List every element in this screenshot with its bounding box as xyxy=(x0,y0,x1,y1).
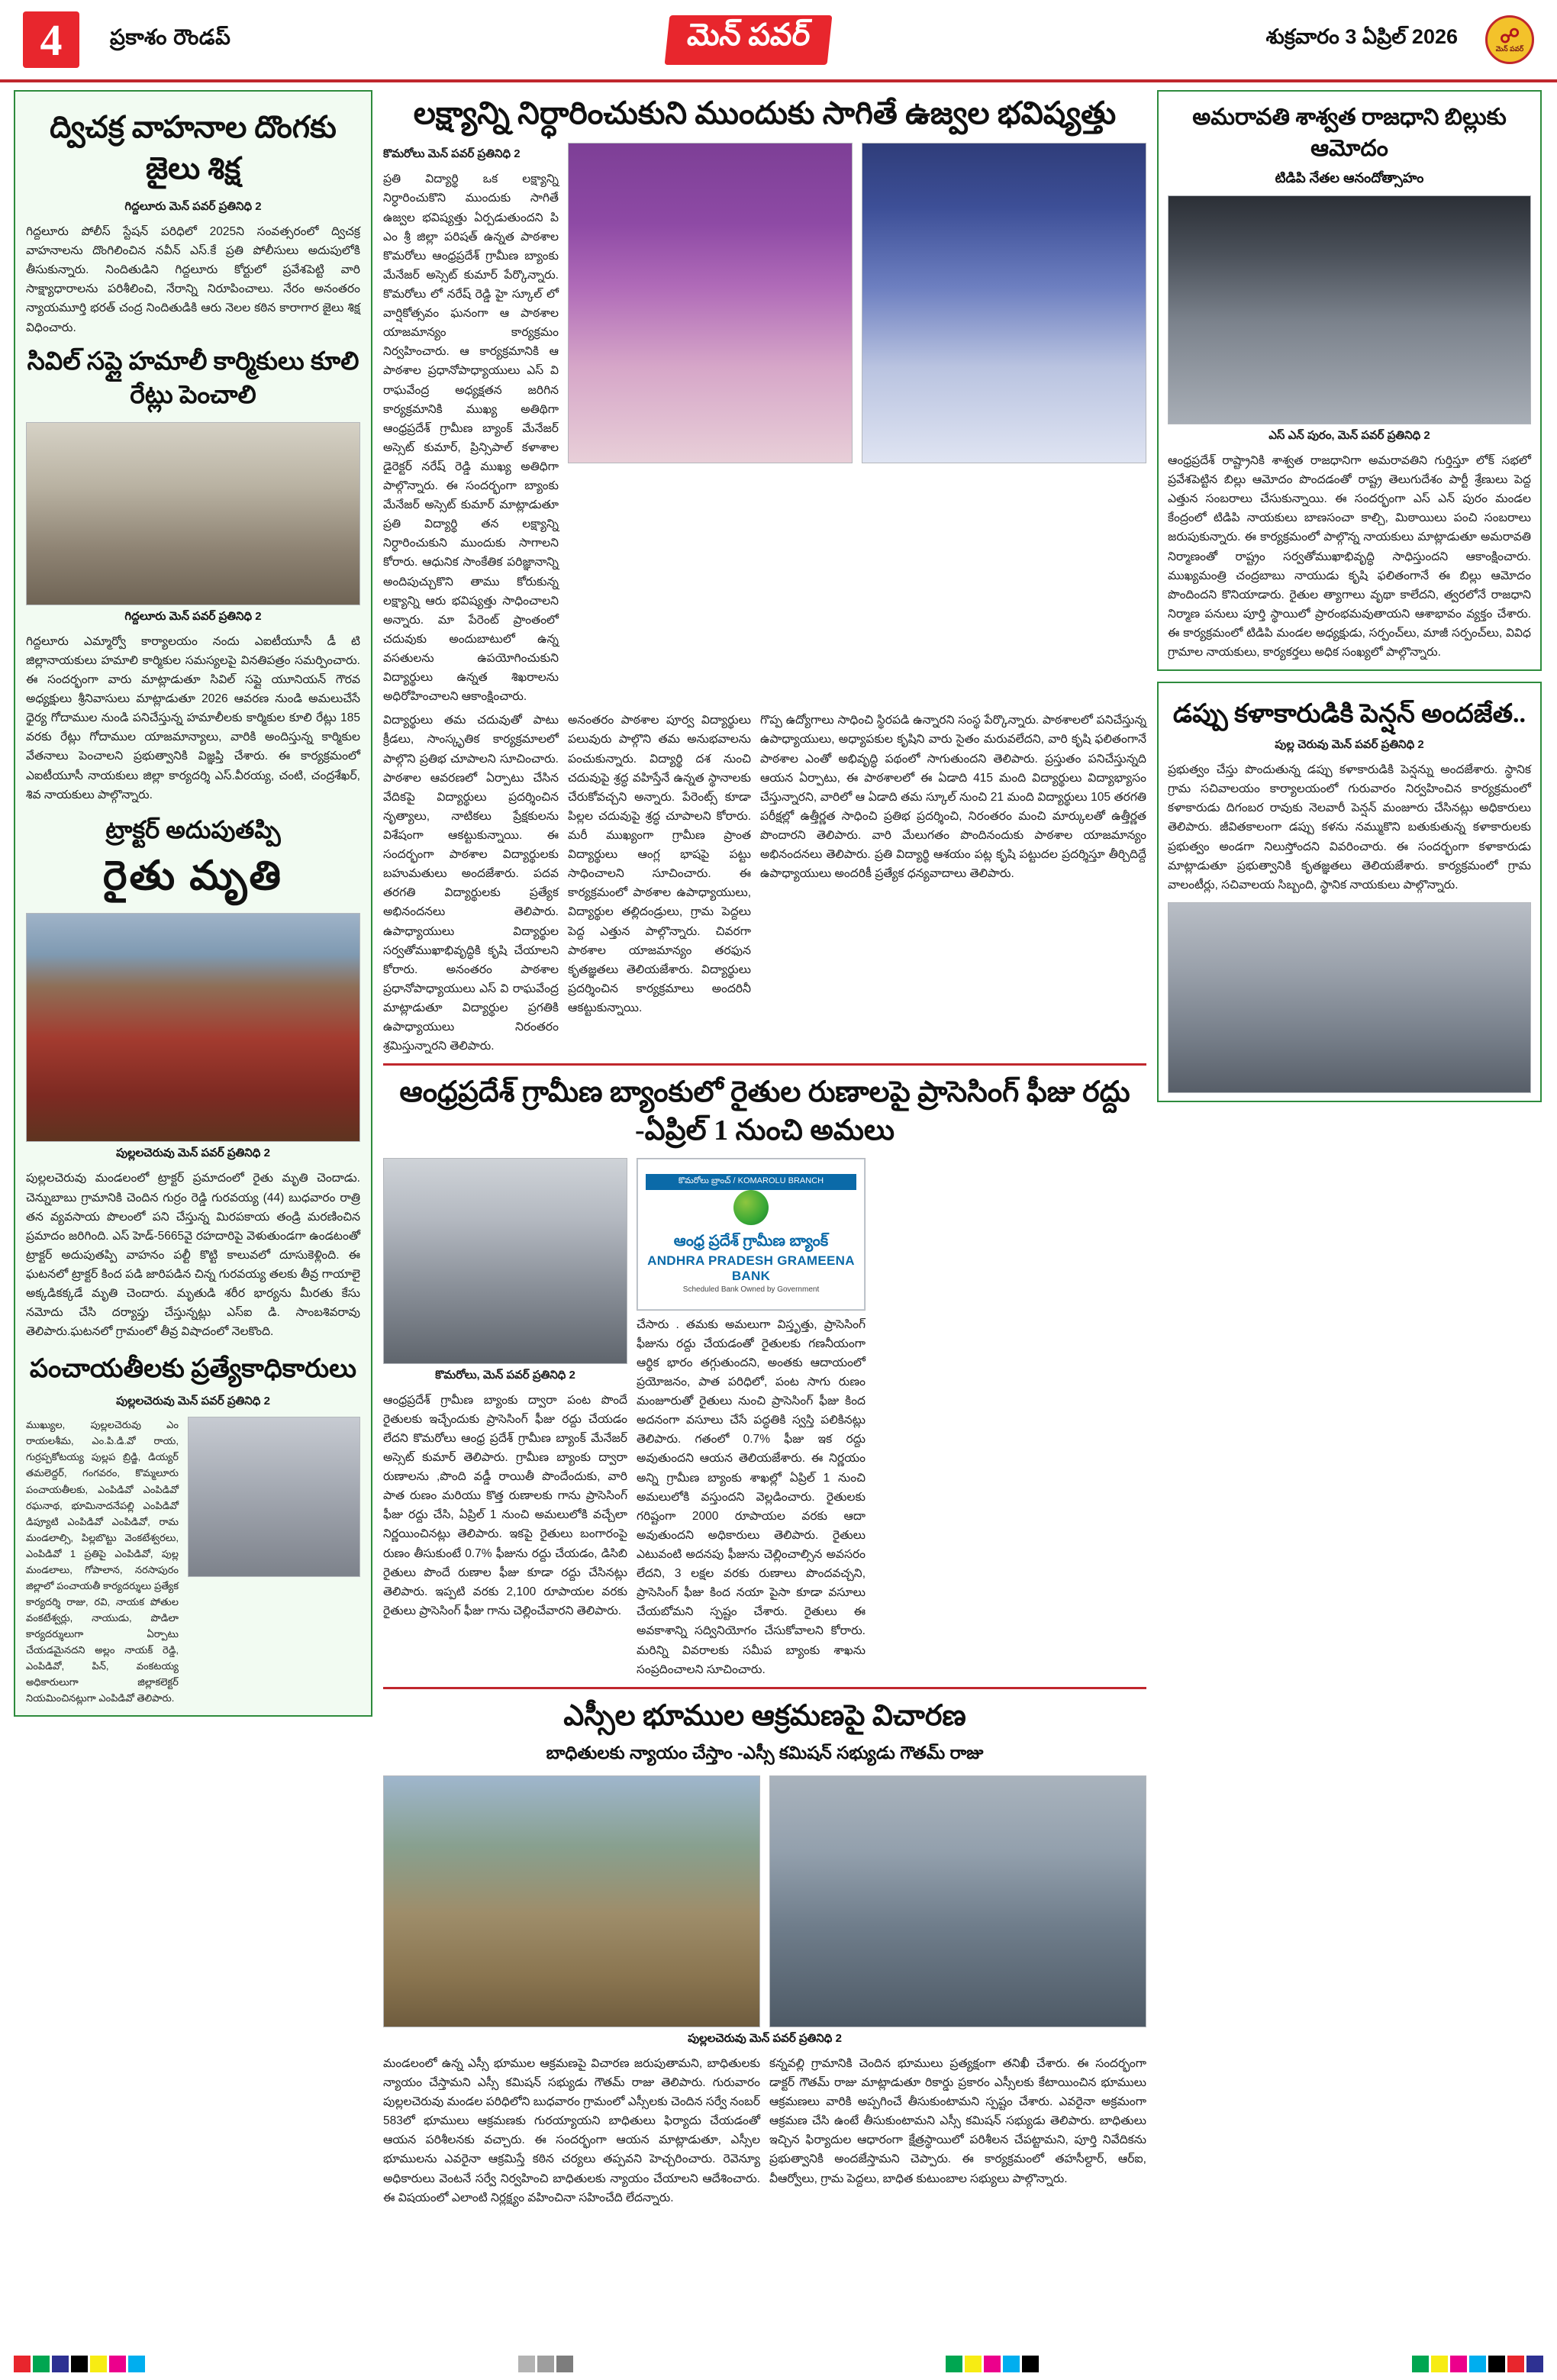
story-body-col3: అనంతరం పాఠశాల పూర్వ విద్యార్థులు పలువురు పాల్గొని తమ అనుభవాలను పంచుకున్నారు. విద్యార్థి దశ నుంచి చదువుపై శ్రద్ధ వహిస్తేనే ఉన్నత స్థానాలకు చేరుకోవచ్చని అన్నారు. పేరెంట్స్ కూడా పిల్లల చదువుపై శ్రద్ధ చూపాలని కోరారు. మరీ ముఖ్యంగా గ్రామీణ ప్రాంత విద్యార్థులు ఆంగ్ల భాషపై పట్టు సాధించాలని సూచించారు. ఈ కార్యక్రమంలో పాఠశాల ఉపాధ్యాయులు, విద్యార్థుల తల్లిదండ్రులు, గ్రామ పెద్దలు పెద్ద ఎత్తున పాల్గొన్నారు. చివరగా పాఠశాల యాజమాన్యం తరఫున కృతజ్ఞతలు తెలియజేశారు. విద్యార్థులు ప్రదర్శించిన కార్యక్రమాలు అందరినీ ఆకట్టుకున్నాయి. xyxy=(568,714,751,1014)
story-headline: డప్పు కళాకారుడికి పెన్షన్ అందజేత.. xyxy=(1172,700,1526,729)
annual-day-bottom-row xyxy=(383,711,1146,1056)
seal-label: మెన్ పవర్ xyxy=(1495,45,1524,53)
story-subheadline: బాధితులకు న్యాయం చేస్తాం -ఎస్సీ కమిషన్ సభ్యుడు గౌతమ్ రాజు xyxy=(546,1742,984,1762)
sc-photos-row xyxy=(383,1775,1146,2027)
story-headline: పంచాయతీలకు ప్రత్యేకాధికారులు xyxy=(29,1355,357,1384)
story-headline: ఎస్సీల భూముల ఆక్రమణపై విచారణ xyxy=(563,1699,966,1732)
commission-meeting-photo xyxy=(769,1775,1146,2027)
story-special-officers xyxy=(26,1352,360,1706)
story-body: ప్రభుత్వం చేస్తు పొందుతున్న డప్పు కళాకారుడికి పెన్షన్ను అందజేశారు. స్థానిక గ్రామ సచివాలయం కార్యాలయంలో గురువారం నిర్వహించిన కార్యక్రమంలో కళాకారుడు దిగంబర రావుకు నెలవారీ పెన్షన్ మంజూరు చేసినట్లు అధికారులు తెలిపారు. జీవితకాలంగా డప్పు కళను నమ్ముకొని బతుకుతున్న కళాకారులకు ప్రభుత్వం అండగా నిలుస్తోందని వివరించారు. ఈ సందర్భంగా కళాకారుడు మాట్లాడుతూ ప్రభుత్వానికి కృతజ్ఞతలు తెలియజేశారు. కార్యక్రమంలో గ్రామ వాలంటీర్లు, సచివాలయ సిబ్బంది, స్థానిక నాయకులు పాల్గొన్నారు. xyxy=(1168,763,1531,892)
story-body-col1: ప్రతి విద్యార్థి ఒక లక్ష్యాన్ని నిర్ధారించుకొని ముందుకు సాగితే ఉజ్వల భవిష్యత్తు ఏర్పడుతుందని పి ఎం శ్రీ జిల్లా పరిషత్ ఉన్నత పాఠశాల కొమరోలు ఆంధ్రప్రదేశ్ గ్రామీణ బ్యాంకు మేనేజర్ అస్సెట్ కుమార్ పేర్కొన్నారు. కొమరోలు లో నరేష్ రెడ్డి హై స్కూల్ లో వార్షికోత్సవం ఘనంగా ఆ పాఠశాల యాజమాన్యం కార్యక్రమం నిర్వహించారు. ఆ కార్యక్రమానికి ఆ పాఠశాల ప్రధానోపాధ్యాయులు ఎస్ వి రాఘవేంద్ర అధ్యక్షతన జరిగిన కార్యక్రమానికి ముఖ్య అతిథిగా ఆంధ్రప్రదేశ్ గ్రామీణ బ్యాంక్ మేనేజర్ అస్సెట్ కుమార్, ప్రిన్సిపాల్ కళాశాల డైరెక్టర్ నరేష్ రెడ్డి ముఖ్య అతిధిగా పాల్గొన్నారు. ఈ సందర్భంగా బ్యాంకు మేనేజర్ అస్సెట్ కుమార్ మాట్లాడుతూ ప్రతి విద్యార్థి తన లక్ష్యాన్ని నిర్ధారించుకుని ముందుకు సాగాలని కోరారు. ఆధునిక సాంకేతిక పరిజ్ఞానాన్ని అందిపుచ్చుకొని తాము కోరుకున్న లక్ష్యాన్ని ఆరు భవిష్యత్తు సాధించాలని అన్నారు. మా పేరెంట్ ప్రాంతంలో చదువుకు అందుబాటులో ఉన్న వసతులను ఉపయోగించుకుని విద్యార్థులు ఉన్నత శిఖరాలను అధిరోహించాలని ఆకాంక్షించారు. xyxy=(383,173,559,704)
story-byline: పుల్ల చెరువు మెన్ పవర్ ప్రతినిధి 2 xyxy=(1275,738,1424,752)
story-body: ఆంధ్రప్రదేశ్ రాష్ట్రానికి శాశ్వత రాజధానిగా అమరావతిని గుర్తిస్తూ లోక్ సభలో ప్రవేశపెట్టిన బిల్లు ఆమోదం పొందడంతో రాష్ట్ర తెలుగుదేశం పార్టీ శ్రేణులు పెద్ద ఎత్తున సంబరాలు చేసుకున్నాయి. ఈ సందర్భంగా ఎస్ ఎన్ పురం మండల కేంద్రంలో టిడిపి నాయకులు బాణసంచా కాల్చి, మిఠాయిలు పంచి సంబరాలు జరుపుకున్నారు. ఈ కార్యక్రమంలో పాల్గొన్న నాయకులు మాట్లాడుతూ అమరావతి నిర్మాణంతో రాష్ట్రం సర్వతోముఖాభివృద్ధి సాధిస్తుందని ఆకాంక్షించారు. ముఖ్యమంత్రి చంద్రబాబు నాయుడు కృషి ఫలితంగానే ఈ బిల్లు ఆమోదం పొందిందని కొనియాడారు. రైతుల త్యాగాలు వృథా కాలేదని, త్వరలోనే రాజధాని నిర్మాణ పనులు పూర్తి స్థాయిలో ప్రారంభమవుతాయని ఆశాభావం వ్యక్తం చేశారు. ఈ కార్యక్రమంలో టిడిపి మండల అధ్యక్షుడు, సర్పంచ్‌లు, మాజీ సర్పంచ్‌లు, వివిధ గ్రామాల నాయకులు, కార్యకర్తలు అధిక సంఖ్యలో పాల్గొన్నారు. xyxy=(1168,454,1531,659)
leaf-icon xyxy=(733,1190,769,1225)
story-headline: లక్ష్యాన్ని నిర్ధారించుకుని ముందుకు సాగితే ఉజ్వల భవిష్యత్తు xyxy=(413,95,1117,131)
story-byline: పుల్లలచెరువు మెన్ పవర్ ప్రతినిధి 2 xyxy=(116,1395,270,1408)
photo-caption: గిద్దలూరు మెన్ పవర్ ప్రతినిధి 2 xyxy=(124,609,262,623)
bank-branch-strip: కొమరోలు బ్రాంచ్ / KOMAROLU BRANCH xyxy=(646,1174,856,1190)
section-divider xyxy=(383,1063,1146,1066)
officer-signing-photo xyxy=(188,1417,360,1577)
tdp-rally-photo xyxy=(1168,195,1531,424)
left-column-box xyxy=(14,90,372,1717)
edition-label: ప్రకాశం రౌండప్ xyxy=(110,24,231,49)
story-dappu-pension xyxy=(1157,682,1542,1102)
annual-day-stage-photo xyxy=(862,143,1146,463)
right-column xyxy=(1157,90,1542,2207)
pension-handover-photo xyxy=(1168,902,1531,1093)
field-inspection-photo xyxy=(383,1775,760,2027)
publication-seal-icon xyxy=(1485,15,1534,64)
story-body: గిద్దలూరు పోలీస్ స్టేషన్ పరిధిలో 2025ని సంవత్సరంలో ద్విచక్ర వాహనాలను దొంగిలించిన నవీన్ ఎస్.కే ప్రతి పోలీసులు అదుపులోకి తీసుకున్నారు. నిందితుడిని గిద్దలూరు కోర్టులో ప్రవేశపెట్టి వారి సాక్ష్యాధారాలను పరిశీలించి, నేరాన్ని నిరూపించాలు. నేరం అనంతరం న్యాయమూర్తి భరత్ చంద్ర నిందితుడికి ఆరు నెలల కఠిన కారాగార జైలు శిక్ష విధించారు. xyxy=(26,225,360,334)
photo-caption: పుల్లలచెరువు మెన్ పవర్ ప్రతినిధి 2 xyxy=(688,2031,842,2045)
bank-subtitle: Scheduled Bank Owned by Government xyxy=(682,1285,820,1295)
story-sc-land-encroachment xyxy=(383,1697,1146,2207)
story-body: గిద్దలూరు ఎమ్మార్వో కార్యాలయం నందు ఎఐటీయూసీ డీ టి జిల్లానాయకులు హమాలి కార్మికుల సమస్యలపై వినతిపత్రం సమర్పించారు. ఈ సందర్భంగా వారు మాట్లాడుతూ సివిల్ సప్లై యూనియన్ గౌరవ అధ్యక్షులు శ్రీనివాసులు మాట్లాడుతూ 2026 ఆవరణ నుండి అమలుచేసే ధైర్య గోదాముల నుండి పనిచేస్తున్న హమాలీలకు కార్మికుల కూలి రేట్లు 185 వరకు రేట్లు గోదాముల యాజమాన్యాలు, వారికి అందిస్తున్న కార్మికుల వేతనాలు పెంచాలని ప్రభుత్వానికి విజ్ఞప్తి చేశారు. ఈ కార్యక్రమంలో ఎఐటీయూసీ నాయకులు జిల్లా కార్యదర్శి ఎస్.వీరయ్య, చంటి, చంద్రశేఖర్, శివ నాయకులు పాల్గొన్నారు. xyxy=(26,634,360,801)
handover-ceremony-photo xyxy=(26,422,360,605)
story-bank-processing-fee xyxy=(383,1073,1146,1679)
sc-body-row xyxy=(383,2054,1146,2207)
story-kicker: ట్రాక్టర్ అదుపుతప్పి xyxy=(105,815,281,843)
story-body-left: ఆంధ్రప్రదేశ్ గ్రామీణ బ్యాంకు ద్వారా పంట పొందే రైతులకు ఇచ్చేందుకు ప్రాసెసింగ్ ఫీజు రద్దు చేయడం లేదని కొమరోలు ఆంధ్ర ప్రదేశ్ గ్రామీణ బ్యాంక్ మేనేజర్ అస్సెట్ కుమార్ తెలిపారు. గ్రామీణ బ్యాంకు ద్వారా రుణాలను ,పొంది వడ్డీ రాయితీ పొందేందుకు, వారి పాత రుణం మరియు కొత్త రుణాలకు గాను ప్రాసెసింగ్ ఫీజు రద్దు చేసి, ఏప్రిల్ 1 నుంచి అమలులోకి వచ్చేలా నిర్ణయించినట్లు తెలిపారు. ఇకపై రైతులు బంగారంపై రుణం తీసుకుంటే 0.7% ఫీజును రద్దు చేయడం, డిసిబి రైతులు పొందే రుణాల ఫీజు కూడా రద్దు చేసినట్లు తెలిపారు. ఇప్పటి వరకు 2,100 రూపాయల వరకు రైతులు ప్రాసెసింగ్ ఫీజు గాను చెల్లించేవారని తెలిపారు. xyxy=(383,1393,627,1617)
story-bike-thief xyxy=(26,107,360,337)
story-byline: ఎస్ ఎన్ పురం, మెన్ పవర్ ప్రతినిధి 2 xyxy=(1268,429,1430,442)
story-body-left: మండలంలో ఉన్న ఎస్సీ భూముల ఆక్రమణపై విచారణ జరుపుతామని, బాధితులకు న్యాయం చేస్తామని ఎస్సీ కమిషన్ సభ్యుడు గౌతమ్ రాజు తెలిపారు. గురువారం పుల్లలచెరువు మండల పరిధిలోని బుధవారం గ్రామంలో ఎస్సీలకు చెందిన సర్వే నంబర్ 583లో భూములు ఆక్రమణకు గురయ్యాయని బాధితులు ఫిర్యాదు చేయడంతో ఆయన పరిశీలనకు వచ్చారు. ఈ సందర్భంగా ఆయన మాట్లాడుతూ, ఎస్సీల భూములను ఎవరైనా ఆక్రమిస్తే కఠిన చర్యలు తప్పవని హెచ్చరించారు. రెవెన్యూ అధికారులు వెంటనే సర్వే నిర్వహించి బాధితులకు న్యాయం చేయాలని ఆదేశించారు. ఈ విషయంలో ఎలాంటి నిర్లక్ష్యం వహించినా సహించేది లేదన్నారు. xyxy=(383,2056,760,2204)
story-body-col4: గొప్ప ఉద్యోగాలు సాధించి స్థిరపడి ఉన్నారని సంస్థ పేర్కొన్నారు. పాఠశాలలో పనిచేస్తున్న ఉపాధ్యాయులు, అధ్యాపకుల కృషిని వారు సైతం మరువలేదని, వారి కృషి ఫలితంగానే పాఠశాల ఎంతో అభివృద్ధి పథంలో సాగుతుందని తెలిపారు. ప్రస్తుతం పనిచేస్తున్నది ఆయన ఏర్పాటు, ఈ పాఠశాలలో ఈ ఏడాది 415 మంది విద్యార్థులు విద్యాభ్యాసం చేస్తున్నారని, వారిలో ఆ ఏడాది తమ స్కూల్ నుంచి 21 మంది విద్యార్థులు 105 తరగతి పరీక్షల్లో ఉత్తీర్ణత సాధించి ప్రతిభ ప్రదర్శించి, నిరంతరం మంచి మార్కులతో ఉత్తీర్ణత పొందారని తెలిపారు. వారి మేలుగతం పొందినందుకు పాఠశాల యాజమాన్యం అభినందనలు తెలిపారు. ప్రతి విద్యార్థి ఆశయం పట్ల కృషి పట్టుదల ప్రదర్శిస్తూ తీర్చిదిద్దే ఉపాధ్యాయులు అందరికీ ప్రత్యేక ధన్యవాదాలు తెలిపారు. xyxy=(760,714,1146,881)
story-hamali-wages xyxy=(26,345,360,805)
annual-day-top-row xyxy=(383,143,1146,706)
story-headline: రైతు మృతి xyxy=(103,853,283,898)
story-subheadline: టిడిపి నేతల ఆనందోత్సాహం xyxy=(1275,170,1424,185)
bank-name-telugu: ఆంధ్ర ప్రదేశ్ గ్రామీణ బ్యాంక్ xyxy=(673,1233,829,1250)
colorbar-right xyxy=(1412,2356,1543,2372)
bank-name-english: ANDHRA PRADESH GRAMEENA BANK xyxy=(647,1253,855,1284)
middle-column xyxy=(383,90,1146,2207)
colorbar-mid xyxy=(518,2356,573,2372)
registration-color-bars xyxy=(14,2354,1543,2374)
story-body-right: చేసారు . తమకు అమలుగా విస్తృత్తు, ప్రాసెసింగ్ ఫీజును రద్దు చేయడంతో రైతులకు గణనీయంగా ఆర్థిక భారం తగ్గుతుందని, అంతకు ఆదాయంలో ప్రయోజనం, పాత పరిధిలో, పంట సాగు రుణం మంజూరుతో రైతులు నుంచి ప్రాసెసింగ్ ఫీజు కింద అదనంగా వసూలు చేసే పద్ధతికి స్వస్తి పలికినట్లు తెలిపారు. గతంలో 0.7% ఫీజు ఇక రద్దు అవుతుందని ఆయన తెలియజేశారు. ఈ నిర్ణయం అన్ని గ్రామీణ బ్యాంకు శాఖల్లో ఏప్రిల్ 1 నుంచి అమలులోకి వస్తుందని వెల్లడించారు. రైతులకు గరిష్టంగా 2000 రూపాయల వరకు ఆదా అవుతుందని అధికారులు తెలిపారు. రైతులు ఎటువంటి అదనపు ఫీజును చెల్లించాల్సిన అవసరం లేదని, 3 లక్షల వరకు రుణాలు పొందవచ్చని, ప్రాసెసింగ్ ఫీజు కింద నయా పైసా కూడా వసూలు చేయబోమని స్పష్టం చేశారు. రైతులు ఈ అవకాశాన్ని సద్వినియోగం చేసుకోవాలని కోరారు. మరిన్ని వివరాలకు సమీప బ్యాంకు శాఖను సంప్రదించాలని సూచించారు. xyxy=(637,1317,866,1676)
ap-grameena-bank-logo xyxy=(637,1158,866,1311)
photo-byline: కొమరోలు, మెన్ పవర్ ప్రతినిధి 2 xyxy=(435,1368,575,1382)
seal-glyph: ☍ xyxy=(1499,24,1520,48)
colorbar-left xyxy=(14,2356,145,2372)
story-headline: ఆంధ్రప్రదేశ్ గ్రామీణ బ్యాంకులో రైతుల రుణాలపై ప్రాసెసింగ్ ఫీజు రద్దు -ఏప్రిల్ 1 నుంచి అమలు xyxy=(399,1076,1130,1147)
mirchi-harvest-photo xyxy=(26,913,360,1142)
story-annual-day xyxy=(383,93,1146,1056)
bank-manager-photo xyxy=(383,1158,627,1364)
story-tractor-death xyxy=(26,814,360,1342)
masthead-center xyxy=(230,15,1265,65)
story-body-col2: విద్యార్థులు తమ చదువుతో పాటు క్రీడలు, సాంస్కృతిక కార్యక్రమాలలో పాల్గొని ప్రతిభ చూపాలని సూచించారు. పాఠశాల ఆవరణలో ఏర్పాటు చేసిన వేదికపై విద్యార్థులు ప్రదర్శించిన నృత్యాలు, నాటికలు ప్రేక్షకులను విశేషంగా ఆకట్టుకున్నాయి. ఈ సందర్భంగా పాఠశాల విద్యార్థులకు బహుమతులు అందజేశారు. పదవ తరగతి విద్యార్థులకు ప్రత్యేక అభినందనలు తెలిపారు. ఉపాధ్యాయులు విద్యార్థుల సర్వతోముఖాభివృద్ధికి కృషి చేయాలని కోరారు. అనంతరం పాఠశాల ప్రధానోపాధ్యాయులు ఎస్ వి రాఘవేంద్ర మాట్లాడుతూ విద్యార్థుల ప్రగతికి ఉపాధ్యాయులు నిరంతరం శ్రమిస్తున్నారని తెలిపారు. xyxy=(383,714,559,1053)
story-byline: కొమరోలు మెన్ పవర్ ప్రతినిధి 2 xyxy=(383,147,521,161)
story-amaravati-bill xyxy=(1157,90,1542,671)
page-content xyxy=(0,82,1557,2207)
colorbar-mid2 xyxy=(946,2356,1039,2372)
bank-top-row xyxy=(383,1158,1146,1679)
photo-caption: పుల్లలచెరువు మెన్ పవర్ ప్రతినిధి 2 xyxy=(116,1146,270,1160)
story-headline: సివిల్ సప్లై హమాలీ కార్మికులు కూలి రేట్లు పెంచాలి xyxy=(27,347,359,410)
masthead xyxy=(0,0,1557,82)
story-body-part1: ముఖ్యుల, పుల్లలచెరువు ఎం రాయలశీమ, ఎం.పి.డి.వో రాయ, గుర్రప్పకోటయ్య పుల్లప బ్రిడ్జి, డియ్యర్ తమలెద్దర్, గంగవరం, కొమ్మలూరు పంచాయతీలకు, ఎంపిడివో ఎంపిడివో రఘనాథ, భూమినాదనేపల్లి ఎంపిడివో డిప్యూటి ఎంపిడివో ఎంపిడివో, రామ మండలాల్సి, పిల్లబొట్టు వెంకటేశ్వరలు, ఎంపిడివో 1 ప్రతిపై ఎంపిడివో, పుల్ల మండలాలు, గోపాలాన, నరసాపురం జిల్లాలో పంచాయతీ కార్యదర్శులు ప్రత్యేక కార్యదర్శి రాజు, రవి, నాయక పోతుల వంకటేశ్వర్లు, నాయుడు, పొడిలా కార్యదర్శులుగా ఏర్పాటు చేయడమైనదని అల్లం నాయక్ రెడ్డి, ఎంపిడివో, పిన్, వంకటయ్య అధికారులుగా జిల్లాకలెక్టర్ నియమించినట్లుగా ఎంపిడివో తెలిపారు. xyxy=(26,1419,179,1704)
section-divider-2 xyxy=(383,1687,1146,1689)
story-headline: అమరావతి శాశ్వత రాజధాని బిల్లుకు ఆమోదం xyxy=(1192,105,1507,161)
publication-logo: మెన్ పవర్ xyxy=(665,15,833,65)
story-body-right: కన్నవల్లి గ్రామానికి చెందిన భూములు ప్రత్యక్షంగా తనిఖీ చేశారు. ఈ సందర్భంగా డాక్టర్ గౌతమ్ రాజు మాట్లాడుతూ రికార్డు ప్రకారం ఎస్సీలకు కేటాయించిన భూములు ఆక్రమణలు వారికి అప్పగించే తీసుకుంటామని స్పష్టం చేశారు. ఎవరైనా అక్రమంగా ఆక్రమణ చేసి ఉంటే తీసుకుంటామని ఎస్సీ కమిషన్ సభ్యుడు తెలిపారు. బాధితులు ఇచ్చిన ఫిర్యాదుల ఆధారంగా క్షేత్రస్థాయిలో పరిశీలన చేపట్టామని, పూర్తి నివేదికను ప్రభుత్వానికి అందజేస్తామని చెప్పారు. ఈ కార్యక్రమంలో తహసీల్దార్, ఆర్ఐ, వీఆర్వోలు, గ్రామ పెద్దలు, బాధిత కుటుంబాల సభ్యులు పాల్గొన్నారు. xyxy=(769,2056,1146,2185)
page-number-badge: 4 xyxy=(23,11,79,68)
left-column xyxy=(14,90,372,2207)
story-body-with-photo xyxy=(26,1417,360,1706)
story-body: పుల్లలచెరువు మండలంలో ట్రాక్టర్ ప్రమాదంలో రైతు మృతి చెందాడు. చెన్నుబాబు గ్రామానికి చెందిన గుర్రం రెడ్డి గురవయ్య (44) బుధవారం రాత్రి తన వ్యవసాయ పొలంలో పని చేస్తున్న మిరపకాయ తండ్రి మరణించిన ప్రమాదం జరిగింది. ఎస్ హెడ్-5665వై రహదారిపై వెళుతుండగా ఉండటంతో ట్రాక్టర్ అదుపుతప్పి వాహనం పల్టీ కొట్టి కాలువలో దూసుకెళ్లింది. ఈ ఘటనలో ట్రాక్టర్ కింద పడి జారిపడిన చిన్న గురవయ్య తలకు తీవ్ర గాయాలై అక్కడికక్కడే మృతి చెందారు. మృతుడి శరీర భార్యను మీరతు కేసు నమోదు చేసి దర్యాప్తు చేస్తున్నట్లు ఎస్ఐ డి. సాంబశివరావు తెలిపారు.ఘటనలో గ్రామంలో తీవ్ర విషాదంలో నెలకొంది. xyxy=(26,1172,360,1339)
publication-date: శుక్రవారం 3 ఏప్రిల్ 2026 xyxy=(1265,25,1458,48)
annual-day-felicitation-photo xyxy=(568,143,853,463)
story-headline: ద్విచక్ర వాహనాల దొంగకు జైలు శిక్ష xyxy=(50,110,337,185)
story-byline: గిద్దలూరు మెన్ పవర్ ప్రతినిధి 2 xyxy=(124,200,262,213)
